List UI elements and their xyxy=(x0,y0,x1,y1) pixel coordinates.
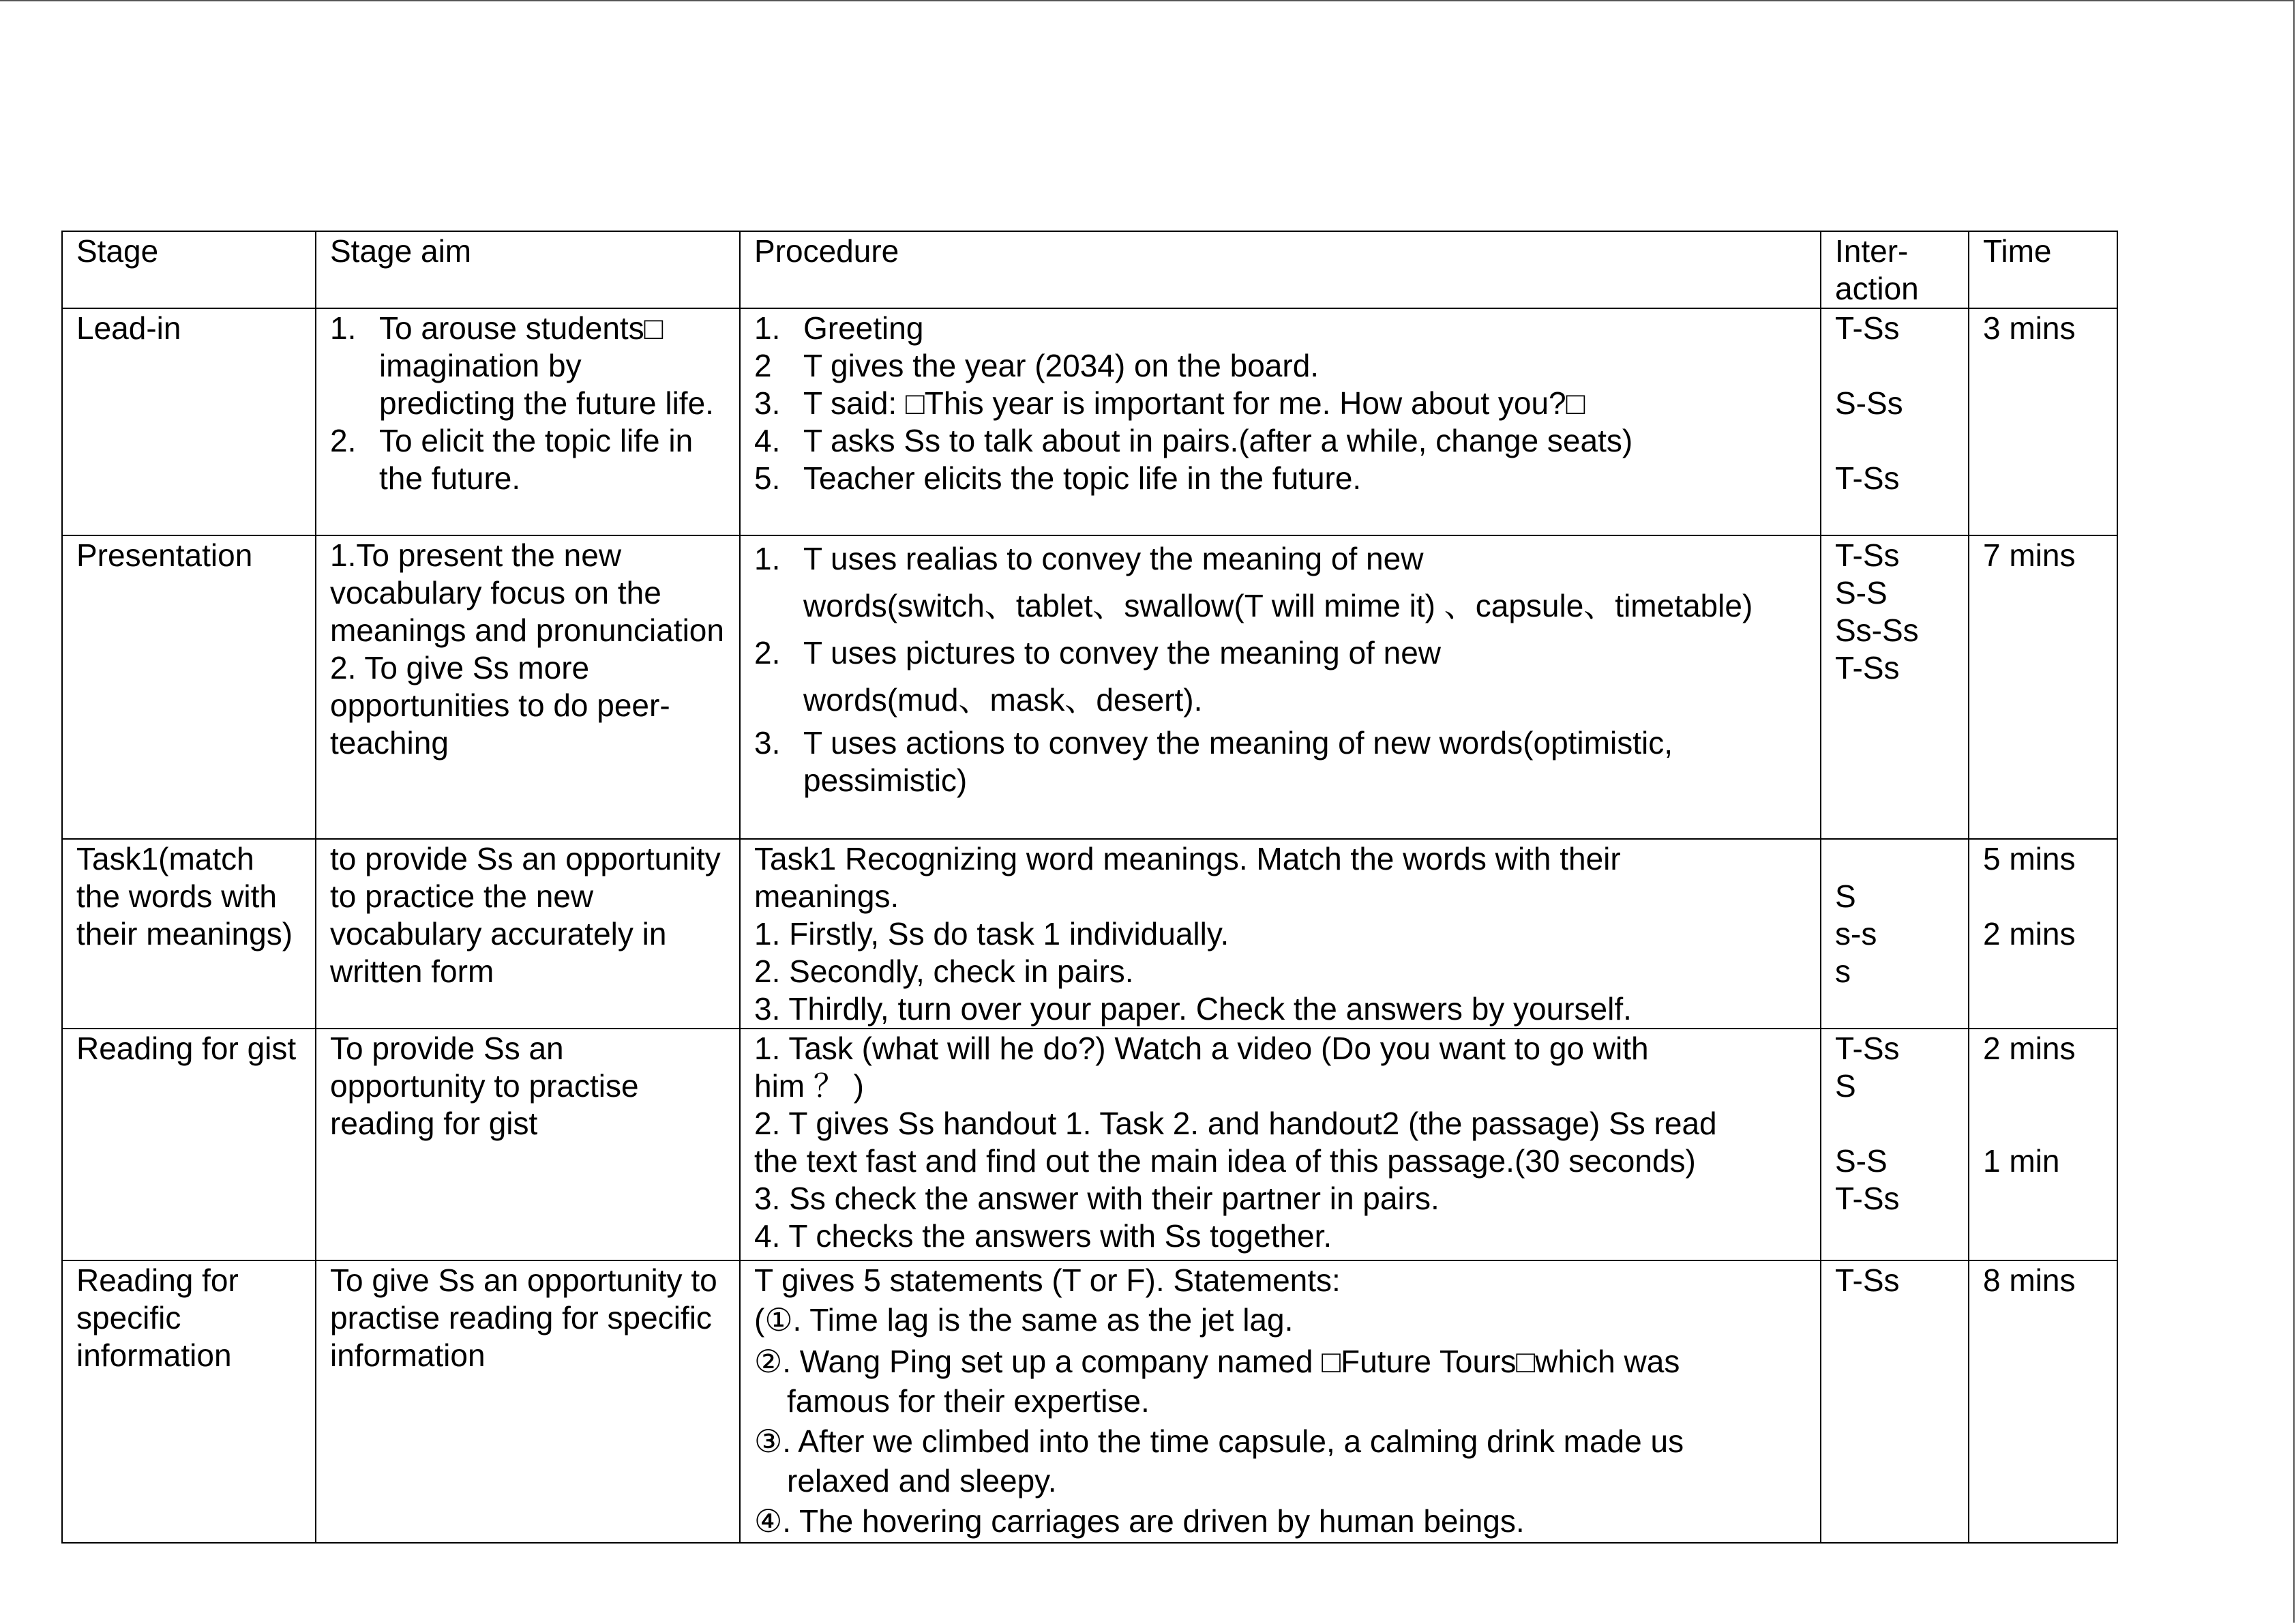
procedure-cell xyxy=(740,308,1821,535)
procedure-cell: T gives 5 statements (T or F). Statements: (①. Time lag is the same as the jet lag. ②. Wang Ping set up a company named □Future Tours□which was famous for their expertise. ③. After we climbed into the time capsule, a calming drink made us relaxed and sleepy. ④. The hovering carriages are driven by human beings. xyxy=(740,1260,1821,1543)
procedure-step: 2. T uses pictures to convey the meaning of new xyxy=(754,635,1442,670)
lesson-plan-table xyxy=(61,231,2118,1544)
stage-aim-cell xyxy=(316,839,740,1029)
table-row xyxy=(62,839,2117,1029)
table-row xyxy=(62,1029,2117,1260)
interaction-cell: T-Ss S-S Ss-Ss T-Ss xyxy=(1821,535,1969,839)
procedure-step-continued: pessimistic) xyxy=(803,763,968,798)
procedure-step-continued: words(mud、mask、desert). xyxy=(803,682,1203,718)
statement: ②. Wang Ping set up a company named □Future Tours□which was xyxy=(754,1344,1680,1379)
stage-cell: Presentation xyxy=(62,535,316,839)
aim-item: 1. To arouse students□ imagination by predicting the future life. xyxy=(330,310,714,421)
stage-cell: Reading for specific information xyxy=(62,1260,316,1543)
header-stage-aim: Stage aim xyxy=(316,231,740,308)
procedure-cell: 1. Task (what will he do?) Watch a video (Do you want to go with him ？ ) 2. T gives Ss handout 1. Task 2. and handout2 (the passage) Ss read the text fast and find out the main idea of this passage.(30 seconds) 3. Ss check the answer with their partner in pairs. 4. T checks the answers with Ss together. xyxy=(740,1029,1821,1260)
interaction-cell: T-Ss xyxy=(1821,1260,1969,1543)
procedure-step: 3. T uses actions to convey the meaning of new words(optimistic, xyxy=(754,725,1673,761)
time-cell: 5 mins 2 mins xyxy=(1969,839,2117,1029)
statement-continued: relaxed and sleepy. xyxy=(787,1463,1057,1498)
procedure-step: 3. T said: □This year is important for me. How about you?□ xyxy=(754,385,1585,421)
procedure-step: 5. Teacher elicits the topic life in the future. xyxy=(754,460,1362,496)
aim-item: 1.To present the new vocabulary focus on the meanings and pronunciation xyxy=(330,537,724,648)
interaction-cell: T-Ss S S-S T-Ss xyxy=(1821,1029,1969,1260)
aim-item: To provide Ss an opportunity to practise reading for gist xyxy=(330,1031,639,1141)
time-cell: 3 mins xyxy=(1969,308,2117,535)
time-cell: 2 mins 1 min xyxy=(1969,1029,2117,1260)
header-stage: Stage xyxy=(62,231,316,308)
header-procedure: Procedure xyxy=(740,231,1821,308)
table-row xyxy=(62,1260,2117,1543)
header-time: Time xyxy=(1969,231,2117,308)
header-interaction: Inter- action xyxy=(1821,231,1969,308)
procedure-cell: Task1 Recognizing word meanings. Match the words with their meanings. 1. Firstly, Ss do task 1 individually. 2. Secondly, check in pairs. 3. Thirdly, turn over your paper. Check the answers by yourself. xyxy=(740,839,1821,1029)
procedure-step-continued: words(switch、tablet、swallow(T will mime it) 、capsule、timetable) xyxy=(803,588,1753,623)
statement: ④. The hovering carriages are driven by human beings. xyxy=(754,1503,1525,1539)
aim-item: to provide Ss an opportunity to practice the new vocabulary accurately in written form xyxy=(330,841,721,989)
stage-cell: Task1(match the words with their meanings) xyxy=(62,839,316,1029)
stage-aim-cell xyxy=(316,1260,740,1543)
procedure-step: 4. T asks Ss to talk about in pairs.(after a while, change seats) xyxy=(754,423,1633,458)
stage-cell: Reading for gist xyxy=(62,1029,316,1260)
procedure-cell xyxy=(740,535,1821,839)
time-cell: 7 mins xyxy=(1969,535,2117,839)
statement-continued: famous for their expertise. xyxy=(787,1383,1150,1419)
aim-item: To give Ss an opportunity to practise reading for specific information xyxy=(330,1263,717,1373)
interaction-cell: T-Ss S-Ss T-Ss xyxy=(1821,308,1969,535)
interaction-cell: S s-s s xyxy=(1821,839,1969,1029)
procedure-step: 1. T uses realias to convey the meaning of new xyxy=(754,541,1424,576)
statement: (①. Time lag is the same as the jet lag. xyxy=(754,1302,1294,1338)
aim-item: 2. To give Ss more opportunities to do peer-teaching xyxy=(330,650,670,761)
header-row xyxy=(62,231,2117,308)
statement: ③. After we climbed into the time capsule, a calming drink made us xyxy=(754,1423,1684,1459)
stage-aim-cell xyxy=(316,1029,740,1260)
procedure-step: 1. Greeting xyxy=(754,310,924,346)
stage-aim-cell xyxy=(316,308,740,535)
time-cell: 8 mins xyxy=(1969,1260,2117,1543)
aim-item: 2. To elicit the topic life in the future. xyxy=(330,423,694,496)
stage-aim-cell xyxy=(316,535,740,839)
procedure-step: 2 T gives the year (2034) on the board. xyxy=(754,348,1320,383)
table-row xyxy=(62,535,2117,839)
table-row xyxy=(62,308,2117,535)
stage-cell: Lead-in xyxy=(62,308,316,535)
